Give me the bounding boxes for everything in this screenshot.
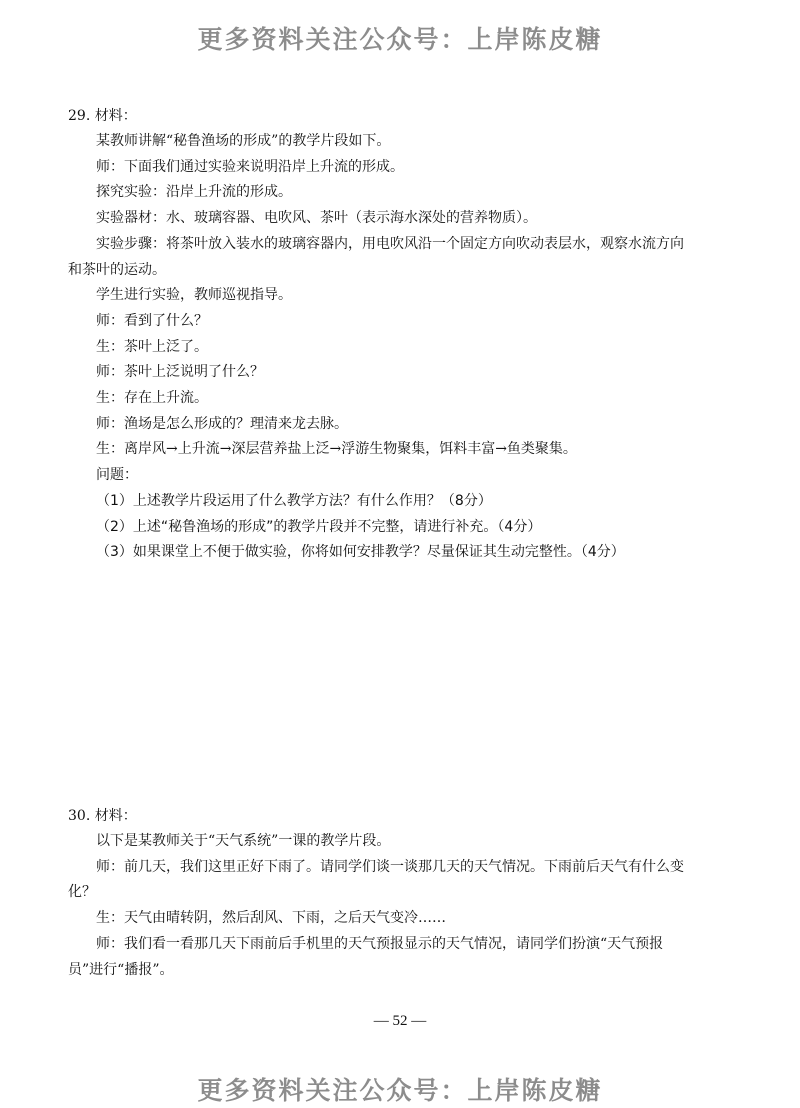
q29-line-10: 生：离岸风→上升流→深层营养盐上泛→浮游生物聚集，饵料丰富→鱼类聚集。 bbox=[96, 441, 577, 458]
q29-line-1: 师：下面我们通过实验来说明沿岸上升流的形成。 bbox=[96, 158, 404, 175]
q30-paragraph-1: 师：前几天，我们这里正好下雨了。请同学们谈一谈那几天的天气情况。下雨前后天气有什么变化？ bbox=[68, 858, 684, 901]
question-30 bbox=[68, 804, 688, 983]
question-30-label: 30. 材料： bbox=[68, 808, 137, 824]
q29-line-4: 学生进行实验，教师巡视指导。 bbox=[96, 287, 292, 304]
q29-line-7: 师：茶叶上泛说明了什么？ bbox=[96, 364, 264, 381]
q30-line-1: 生：天气由晴转阴，然后刮风、下雨，之后天气变冷…… bbox=[96, 910, 446, 927]
q29-intro: 某教师讲解“秘鲁渔场的形成”的教学片段如下。 bbox=[96, 133, 391, 149]
question-29 bbox=[68, 104, 688, 566]
q29-question-1: （1）上述教学片段运用了什么教学方法？有什么作用？（8分） bbox=[96, 492, 492, 509]
q29-line-8: 生：存在上升流。 bbox=[96, 390, 208, 407]
page-number: — 52 — bbox=[373, 1013, 427, 1029]
q29-line-5: 师：看到了什么？ bbox=[96, 312, 208, 329]
q29-line-2: 探究实验：沿岸上升流的形成。 bbox=[96, 184, 292, 201]
q29-question-2: （2）上述“秘鲁渔场的形成”的教学片段并不完整，请进行补充。（4分） bbox=[96, 518, 542, 535]
q30-intro: 以下是某教师关于“天气系统”一课的教学片段。 bbox=[96, 833, 391, 849]
watermark-top: 更多资料关注公众号：上岸陈皮糖 bbox=[197, 25, 603, 54]
q29-experiment-steps: 实验步骤：将茶叶放入装水的玻璃容器内，用电吹风沿一个固定方向吹动表层水，观察水流方向和茶叶的运动。 bbox=[68, 235, 684, 278]
q29-line-6: 生：茶叶上泛了。 bbox=[96, 338, 208, 355]
q29-line-3: 实验器材：水、玻璃容器、电吹风、茶叶（表示海水深处的营养物质）。 bbox=[96, 210, 537, 227]
q29-questions-label: 问题： bbox=[96, 467, 138, 484]
question-29-label: 29. 材料： bbox=[68, 108, 137, 124]
q30-paragraph-2: 师：我们看一看那几天下雨前后手机里的天气预报显示的天气情况，请同学们扮演“天气预报员”进行“播报”。 bbox=[68, 935, 664, 978]
watermark-bottom: 更多资料关注公众号：上岸陈皮糖 bbox=[197, 1076, 603, 1105]
q29-line-9: 师：渔场是怎么形成的？理清来龙去脉。 bbox=[96, 415, 348, 432]
q29-question-3: （3）如果课堂上不便于做实验，你将如何安排教学？尽量保证其生动完整性。（4分） bbox=[96, 544, 625, 561]
